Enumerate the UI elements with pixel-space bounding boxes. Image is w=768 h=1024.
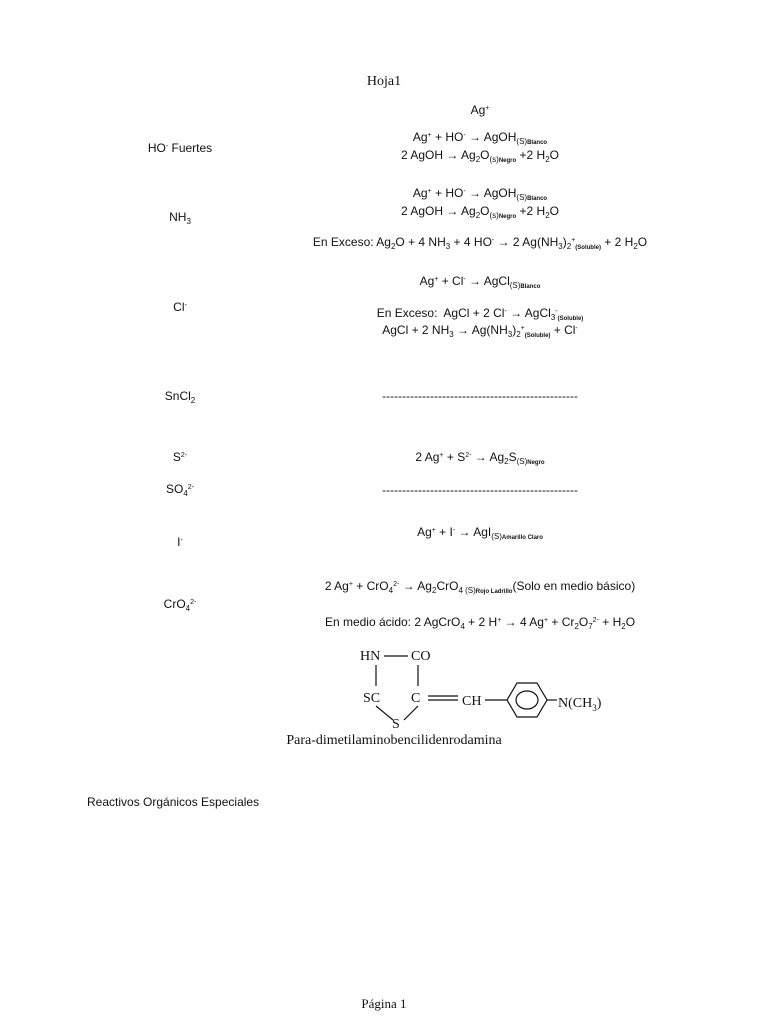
eq-cl-nh3: AgCl + 2 $NH_3 \to Ag(NH_3)_2^+_{(Soluble)} + Cl^-$ — [382, 323, 578, 339]
reagent-cro4: CrO$_4^{2-}$ — [163, 597, 197, 613]
eq-sncl2-none: ------------------------------------------------- — [382, 389, 578, 403]
page-footer: Página 1 — [361, 996, 407, 1011]
reagent-nh3: $NH_3$ — [169, 210, 191, 226]
eq-nh3-exceso: En Exceso: $Ag_2O + 4$ $NH_3 + 4$ HO- → 2 $Ag(NH_3)_2^+_{(Soluble)} + 2$ $H_2O$ — [312, 235, 648, 251]
sheet-title: Hoja1 — [366, 74, 402, 89]
struct-ch: CH — [462, 694, 482, 709]
reagent-i: I- — [177, 535, 183, 549]
eq-nh3-2: 2 AgOH → $Ag_2O_{(s)Negro} +2$ $H_2O$ — [401, 204, 559, 220]
struct-co: CO — [411, 649, 431, 664]
reagent-sncl2: SnCl$_2$ — [164, 389, 196, 405]
eq-cro4-acido: En medio ácido: 2 AgCrO$_4$ + 2 H+ → 4 $Ag^+ + Cr_2O_7^{2-} + H_2O$ — [324, 615, 636, 631]
reagent-so4: $SO_4^{2-}$ — [165, 482, 195, 498]
compound-name: Para-dimetilaminobencilidenrodamina — [286, 733, 502, 748]
eq-ho-1: Ag+ + HO- → AgOH$_{(S)Blanco}$ — [412, 130, 548, 146]
eq-cl-1: Ag+ + Cl- → AgCl$_{(S)Blanco}$ — [419, 274, 541, 290]
reagent-ho-fuertes: HO- Fuertes — [147, 141, 213, 155]
eq-cro4-basico: 2 $Ag^+ + CrO_4^{2-} \to Ag_2CrO_{4 (S)Rojo Ladrillo}(Solo$ en medio básico) — [324, 579, 636, 595]
section-title: Reactivos Orgánicos Especiales — [87, 795, 260, 809]
struct-hn: HN — [360, 649, 381, 664]
reagent-s2: $S^{2-}$ — [172, 450, 188, 464]
struct-nme2: $N(CH_3)$ — [558, 696, 602, 713]
struct-sc: SC — [363, 691, 381, 706]
eq-s2: 2 $Ag^+ + S^{2-} \to Ag_2S_{(S)Negro}$ — [415, 450, 545, 466]
eq-i: Ag+ + I- → AgI$_{(S)Amarillo Claro}$ — [417, 525, 543, 541]
cation-header: Ag+ — [470, 103, 490, 117]
eq-nh3-1: Ag+ + HO- → AgOH$_{(S)Blanco}$ — [412, 186, 548, 202]
eq-cl-exceso: En Exceso: AgCl + 2 Cl- → AgCl$_3$-$_{(Soluble)}$ — [376, 306, 584, 322]
eq-so4-none: ------------------------------------------------- — [382, 483, 578, 497]
eq-ho-2: 2 AgOH → $Ag_2O_{(s)Negro} +2$ $H_2O$ — [401, 148, 559, 164]
struct-s: S — [392, 717, 400, 732]
struct-c: C — [411, 691, 421, 706]
reagent-cl: Cl- — [173, 300, 187, 314]
